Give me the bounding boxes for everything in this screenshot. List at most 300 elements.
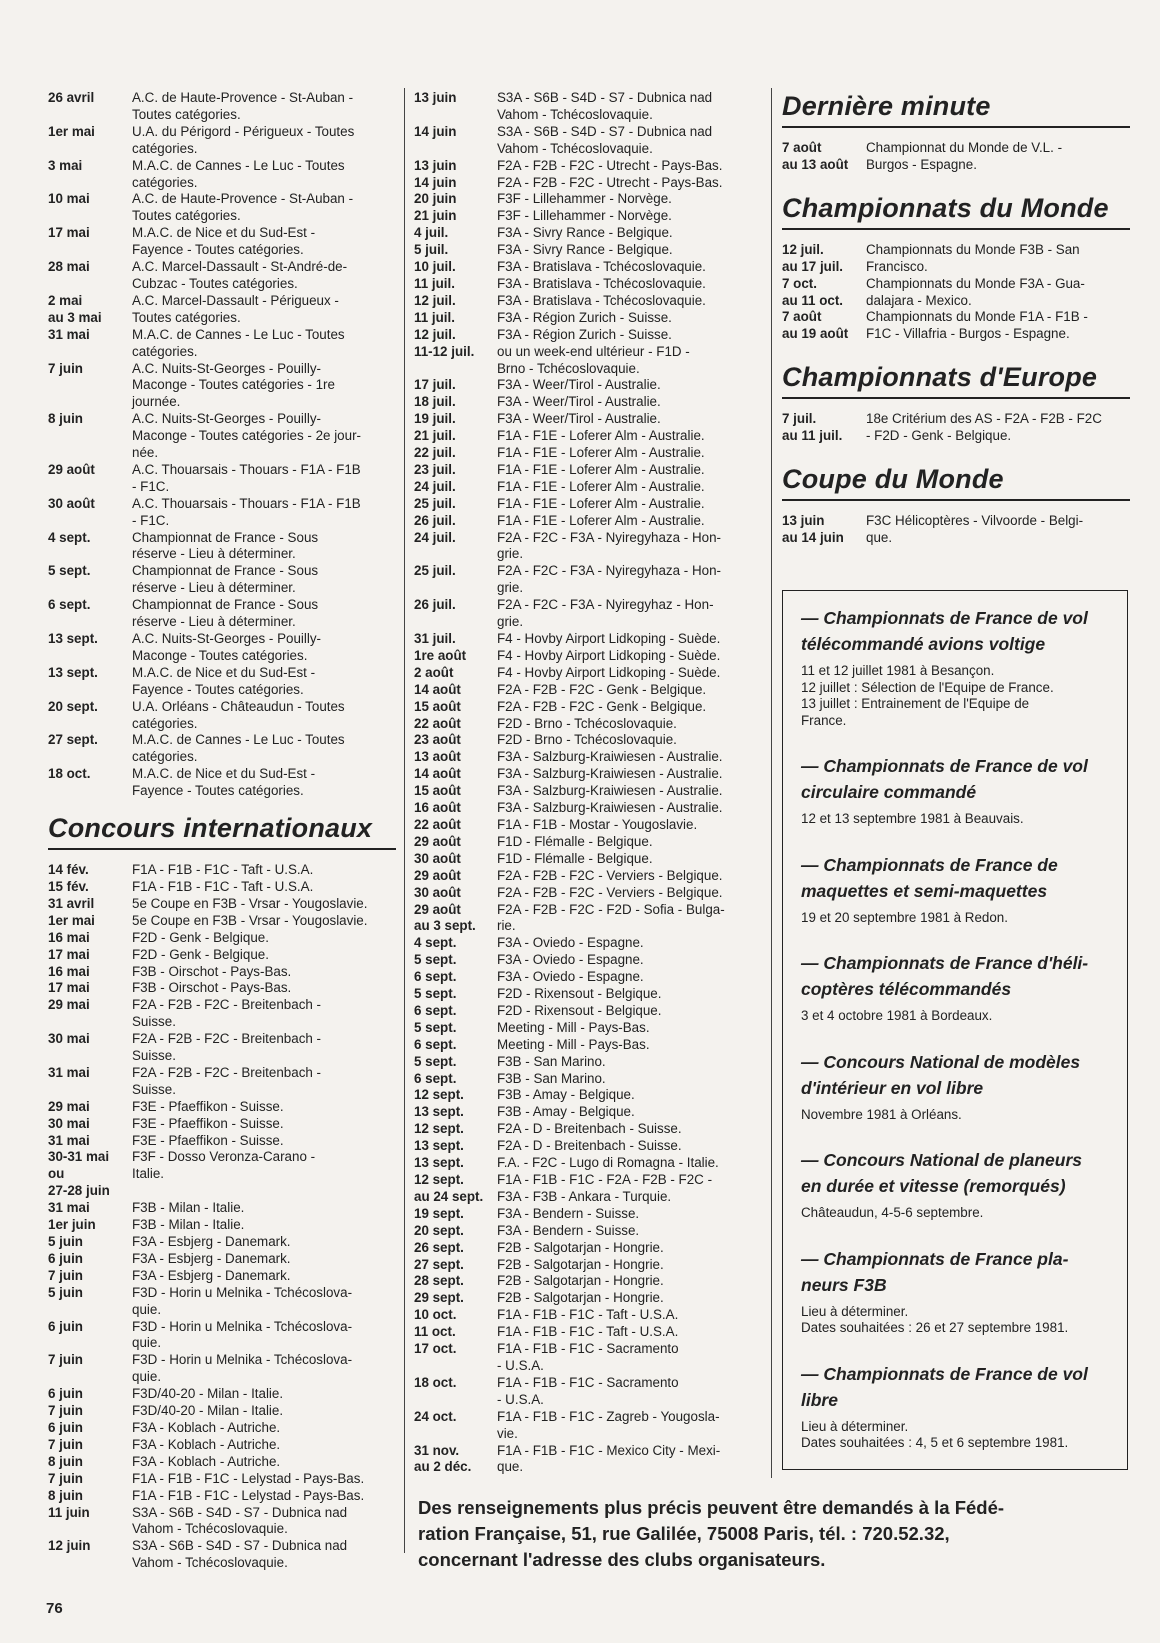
list-item xyxy=(48,361,396,412)
list-item xyxy=(48,1505,396,1539)
entry-date: 31 mai xyxy=(48,1200,90,1216)
entry-text: F3B - Milan - Italie. xyxy=(132,1200,245,1216)
entry-date: 30 août xyxy=(414,884,461,900)
list-item xyxy=(48,1319,396,1353)
list-item xyxy=(48,225,396,259)
list-item xyxy=(48,947,396,964)
entry-text: Championnat du Monde de V.L. - Burgos - Espagne. xyxy=(866,140,1063,172)
entry-text: F3A - Région Zurich - Suisse. xyxy=(497,309,672,325)
list-item xyxy=(48,1133,396,1150)
list-item xyxy=(414,1054,760,1071)
entry-date: 15 août xyxy=(414,783,461,799)
entry-text: F3B - Oirschot - Pays-Bas. xyxy=(132,963,292,979)
entry-date: 27 sept. xyxy=(48,732,98,748)
entry-date: 30 mai xyxy=(48,1031,90,1047)
section-coupe-monde xyxy=(782,463,1130,547)
entry-text: Meeting - Mill - Pays-Bas. xyxy=(497,1036,650,1052)
list-item xyxy=(48,665,396,699)
entry-date: 13 août xyxy=(414,749,461,765)
list-item xyxy=(48,732,396,766)
entry-date: 29 août xyxy=(414,833,461,849)
list-item xyxy=(414,394,760,411)
list-item xyxy=(414,496,760,513)
championship-item xyxy=(801,852,1109,927)
entry-text: F1A - F1E - Loferer Alm - Australie. xyxy=(497,512,705,528)
list-item xyxy=(414,530,760,564)
entry-text: F2B - Salgotarjan - Hongrie. xyxy=(497,1256,664,1272)
column-left xyxy=(48,90,396,1572)
entry-date: 10 juil. xyxy=(414,259,456,275)
entry-date: 12 juil. au 17 juil. xyxy=(782,241,844,274)
entry-date: 2 août xyxy=(414,664,454,680)
entry-date: 16 août xyxy=(414,800,461,816)
entry-text: M.A.C. de Cannes - Le Luc - Toutes catégories. xyxy=(132,732,345,765)
entry-text: F3A - Weer/Tirol - Australie. xyxy=(497,394,661,410)
entry-date: 29 sept. xyxy=(414,1290,464,1306)
list-item xyxy=(414,1257,760,1274)
entry-text: F4 - Hovby Airport Lidkoping - Suède. xyxy=(497,647,721,663)
list-item xyxy=(48,631,396,665)
list-item xyxy=(414,682,760,699)
championnats-europe-list xyxy=(782,411,1130,445)
list-item xyxy=(414,885,760,902)
list-item xyxy=(414,1037,760,1054)
entry-text: F2D - Brno - Tchécoslovaquie. xyxy=(497,715,677,731)
entry-date: 17 juil. xyxy=(414,377,456,393)
entry-date: 27 sept. xyxy=(414,1256,464,1272)
list-item xyxy=(48,1251,396,1268)
entry-text: F3A - Esbjerg - Danemark. xyxy=(132,1250,291,1266)
list-item xyxy=(414,783,760,800)
entry-text: F1A - F1B - Mostar - Yougoslavie. xyxy=(497,816,698,832)
entry-date: 29 août au 3 sept. xyxy=(414,901,476,934)
list-item xyxy=(414,293,760,310)
entry-date: 12 sept. xyxy=(414,1087,464,1103)
list-item xyxy=(414,327,760,344)
entry-date: 8 juin xyxy=(48,1487,83,1503)
entry-text: F3F - Lillehammer - Norvège. xyxy=(497,191,672,207)
list-item xyxy=(48,411,396,462)
entry-date: 8 juin xyxy=(48,411,83,427)
entry-text: M.A.C. de Cannes - Le Luc - Toutes catégories. xyxy=(132,157,345,190)
entry-date: 26 juil. xyxy=(414,512,456,528)
entry-date: 15 fév. xyxy=(48,878,89,894)
entry-text: F2B - Salgotarjan - Hongrie. xyxy=(497,1273,664,1289)
entry-text: F1A - F1E - Loferer Alm - Australie. xyxy=(497,478,705,494)
entry-text: F3B - Milan - Italie. xyxy=(132,1217,245,1233)
championship-heading: — Championnats de France de vol circulaire commandé xyxy=(801,756,1088,802)
entry-date: 6 sept. xyxy=(414,1036,457,1052)
column-middle xyxy=(414,90,760,1476)
championship-heading: — Championnats de France d'héli- coptères télécommandés xyxy=(801,953,1089,999)
list-item xyxy=(414,902,760,936)
list-item xyxy=(48,1217,396,1234)
list-item xyxy=(414,1172,760,1206)
list-item xyxy=(48,1437,396,1454)
list-item xyxy=(414,648,760,665)
championship-item xyxy=(801,605,1109,729)
entry-date: 10 mai xyxy=(48,191,90,207)
list-item xyxy=(48,496,396,530)
entry-text: F1A - F1E - Loferer Alm - Australie. xyxy=(497,461,705,477)
entry-date: 8 juin xyxy=(48,1453,83,1469)
entry-text: F1A - F1E - Loferer Alm - Australie. xyxy=(497,495,705,511)
list-item xyxy=(414,563,760,597)
entry-text: F3A - Oviedo - Espagne. xyxy=(497,952,644,968)
list-item xyxy=(48,1099,396,1116)
list-item xyxy=(48,1285,396,1319)
entry-date: 23 août xyxy=(414,732,461,748)
entry-text: F3A - Weer/Tirol - Australie. xyxy=(497,377,661,393)
entry-date: 6 sept. xyxy=(48,597,91,613)
entry-date: 31 mai xyxy=(48,326,90,342)
entry-date: 7 juin xyxy=(48,360,83,376)
entry-date: 7 juin xyxy=(48,1267,83,1283)
entry-text: F2A - F2B - F2C - Breitenbach - Suisse. xyxy=(132,997,322,1030)
list-item xyxy=(414,259,760,276)
entry-date: 26 sept. xyxy=(414,1239,464,1255)
entry-date: 1er mai xyxy=(48,123,95,139)
list-item xyxy=(48,930,396,947)
entry-date: 14 août xyxy=(414,681,461,697)
entry-text: F3A - Région Zurich - Suisse. xyxy=(497,326,672,342)
entry-date: 5 juil. xyxy=(414,242,449,258)
list-item xyxy=(414,191,760,208)
entry-text: 18e Critérium des AS - F2A - F2B - F2C - F2D - Genk - Belgique. xyxy=(866,411,1102,444)
list-item xyxy=(414,749,760,766)
entry-date: 26 juil. xyxy=(414,597,456,613)
entry-text: F2A - F2B - F2C - Genk - Belgique. xyxy=(497,698,707,714)
championship-heading: — Championnats de France pla- neurs F3B xyxy=(801,1248,1069,1295)
list-item xyxy=(414,1206,760,1223)
entry-text: F3D - Horin u Melnika - Tchécoslova- quie. xyxy=(132,1318,353,1351)
list-item xyxy=(48,766,396,800)
entry-text: F3A - Salzburg-Kraiwiesen - Australie. xyxy=(497,749,723,765)
entry-date: 14 août xyxy=(414,766,461,782)
list-item xyxy=(48,597,396,631)
list-item xyxy=(414,1155,760,1172)
list-item xyxy=(48,1116,396,1133)
entry-date: 17 mai xyxy=(48,225,90,241)
section-championnats-monde xyxy=(782,192,1130,343)
entry-date: 4 juil. xyxy=(414,225,449,241)
list-item xyxy=(414,935,760,952)
entry-text: F3B - San Marino. xyxy=(497,1070,606,1086)
entry-text: F3F - Lillehammer - Norvège. xyxy=(497,208,672,224)
list-item xyxy=(782,140,1130,174)
list-item xyxy=(782,513,1130,547)
entry-date: 18 oct. xyxy=(414,1374,457,1390)
list-item xyxy=(414,445,760,462)
entry-text: F4 - Hovby Airport Lidkoping - Suède. xyxy=(497,664,721,680)
derniere-minute-list xyxy=(782,140,1130,174)
list-item xyxy=(414,513,760,530)
championship-heading: — Championnats de France de vol libre xyxy=(801,1363,1088,1410)
page-number: 76 xyxy=(46,1600,63,1617)
entry-text: S3A - S6B - S4D - S7 - Dubnica nad Vahom - Tchécoslovaquie. xyxy=(132,1538,348,1571)
entry-date: 15 août xyxy=(414,698,461,714)
entry-date: 17 oct. xyxy=(414,1341,457,1357)
entry-text: F1A - F1B - F1C - F2A - F2B - F2C - F3A - F3B - Ankara - Turquie. xyxy=(497,1172,713,1204)
entry-date: 1er mai xyxy=(48,912,95,928)
entry-date: 29 août xyxy=(414,867,461,883)
list-item xyxy=(414,377,760,394)
list-item xyxy=(414,868,760,885)
list-item xyxy=(414,1138,760,1155)
entry-text: F3A - Esbjerg - Danemark. xyxy=(132,1267,291,1283)
entry-text: F2A - F2B - F2C - Breitenbach - Suisse. xyxy=(132,1064,322,1097)
section-title-championnats-monde: Championnats du Monde xyxy=(782,192,1130,230)
entry-date: 10 oct. xyxy=(414,1307,457,1323)
column-divider-left xyxy=(404,88,405,1553)
entry-text: F1A - F1E - Loferer Alm - Australie. xyxy=(497,445,705,461)
entry-date: 22 août xyxy=(414,715,461,731)
entry-date: 22 juil. xyxy=(414,445,456,461)
entry-date: 7 août au 13 août xyxy=(782,140,849,172)
entry-text: F2A - F2B - F2C - F2D - Sofia - Bulga- rie. xyxy=(497,901,725,934)
entry-text: F3E - Pfaeffikon - Suisse. xyxy=(132,1098,284,1114)
entry-date: 16 mai xyxy=(48,963,90,979)
entry-text: F3D - Horin u Melnika - Tchécoslova- quie. xyxy=(132,1352,353,1385)
entry-text: F2D - Genk - Belgique. xyxy=(132,929,269,945)
list-item xyxy=(48,699,396,733)
entry-text: F2A - D - Breitenbach - Suisse. xyxy=(497,1138,682,1154)
entry-text: F2A - D - Breitenbach - Suisse. xyxy=(497,1121,682,1137)
list-item xyxy=(414,225,760,242)
entry-text: A.C. Nuits-St-Georges - Pouilly- Maconge - Toutes catégories - 1re journée. xyxy=(132,360,335,410)
entry-date: 7 juin xyxy=(48,1470,83,1486)
entry-date: 12 juil. xyxy=(414,292,456,308)
entry-text: Championnat de France - Sous réserve - Lieu à déterminer. xyxy=(132,529,319,562)
entry-text: F3A - Oviedo - Espagne. xyxy=(497,969,644,985)
entry-date: 12 sept. xyxy=(414,1121,464,1137)
list-item xyxy=(414,1104,760,1121)
entry-date: 12 sept. au 24 sept. xyxy=(414,1172,484,1204)
championship-heading: — Championnats de France de maquettes et semi-maquettes xyxy=(801,854,1058,901)
entry-date: 21 juin xyxy=(414,208,457,224)
entry-date: 5 sept. xyxy=(414,986,457,1002)
entry-date: 13 sept. xyxy=(414,1104,464,1120)
entry-date: 13 sept. xyxy=(414,1138,464,1154)
list-item xyxy=(48,896,396,913)
list-item xyxy=(48,1200,396,1217)
list-item xyxy=(48,259,396,293)
list-item xyxy=(414,90,760,124)
entry-date: 7 oct. au 11 oct. xyxy=(782,275,844,308)
entry-text: A.C. de Haute-Provence - St-Auban - Toutes catégories. xyxy=(132,191,354,224)
entry-date: 11 juil. xyxy=(414,275,455,291)
french-championships-box xyxy=(782,590,1128,1470)
entry-text: F1A - F1B - F1C - Taft - U.S.A. xyxy=(132,878,314,894)
entry-text: F3B - Amay - Belgique. xyxy=(497,1087,635,1103)
entry-date: 13 sept. xyxy=(48,664,98,680)
entry-date: 7 juin xyxy=(48,1352,83,1368)
entry-text: F1A - F1B - F1C - Taft - U.S.A. xyxy=(497,1307,679,1323)
entry-date: 5 sept. xyxy=(414,952,457,968)
entry-date: 31 nov. au 2 déc. xyxy=(414,1442,472,1475)
national-contests-list xyxy=(48,90,396,800)
entry-text: F3D/40-20 - Milan - Italie. xyxy=(132,1403,284,1419)
entry-date: 7 juil. au 11 juil. xyxy=(782,411,843,444)
section-title-international: Concours internationaux xyxy=(48,812,396,850)
entry-date: 28 sept. xyxy=(414,1273,464,1289)
entry-text: F2A - F2C - F3A - Nyiregyhaza - Hon- grie. xyxy=(497,563,721,596)
entry-date: 25 juil. xyxy=(414,495,456,511)
entry-date: 7 juin xyxy=(48,1403,83,1419)
list-item xyxy=(48,1403,396,1420)
entry-date: 6 sept. xyxy=(414,1002,457,1018)
list-item xyxy=(414,1223,760,1240)
entry-date: 6 sept. xyxy=(414,969,457,985)
list-item xyxy=(48,1149,396,1200)
entry-text: F2A - F2C - F3A - Nyiregyhaza - Hon- grie. xyxy=(497,529,721,562)
entry-date: 29 août xyxy=(48,461,95,477)
entry-text: F1A - F1B - F1C - Sacramento - U.S.A. xyxy=(497,1341,679,1373)
list-item xyxy=(48,158,396,192)
list-item xyxy=(48,1234,396,1251)
entry-text: F1A - F1E - Loferer Alm - Australie. xyxy=(497,428,705,444)
list-item xyxy=(48,327,396,361)
entry-text: F1D - Flémalle - Belgique. xyxy=(497,833,653,849)
entry-text: A.C. Nuits-St-Georges - Pouilly- Maconge - Toutes catégories - 2e jour- née. xyxy=(132,411,361,461)
entry-text: U.A. du Périgord - Périgueux - Toutes catégories. xyxy=(132,123,355,156)
entry-date: 7 août au 19 août xyxy=(782,309,849,342)
entry-date: 5 sept. xyxy=(414,1053,457,1069)
entry-date: 20 sept. xyxy=(48,698,98,714)
entry-text: A.C. Nuits-St-Georges - Pouilly- Maconge - Toutes catégories. xyxy=(132,631,322,663)
entry-text: F2D - Brno - Tchécoslovaquie. xyxy=(497,732,677,748)
entry-date: 18 juil. xyxy=(414,394,456,410)
list-item xyxy=(414,1240,760,1257)
championship-details: Lieu à déterminer. Dates souhaitées : 4, 5 et 6 septembre 1981. xyxy=(801,1418,1069,1450)
championship-details: 12 et 13 septembre 1981 à Beauvais. xyxy=(801,811,1024,826)
entry-date: 16 mai xyxy=(48,929,90,945)
section-title-championnats-europe: Championnats d'Europe xyxy=(782,361,1130,399)
championship-details: 11 et 12 juillet 1981 à Besançon. 12 juillet : Sélection de l'Equipe de France. 13 juillet : Entrainement de l'Equipe de France. xyxy=(801,663,1054,728)
entry-date: 1er juin xyxy=(48,1217,96,1233)
entry-text: F3D - Horin u Melnika - Tchécoslova- quie. xyxy=(132,1284,353,1317)
championship-details: Lieu à déterminer. Dates souhaitées : 26 et 27 septembre 1981. xyxy=(801,1303,1069,1335)
entry-text: S3A - S6B - S4D - S7 - Dubnica nad Vahom - Tchécoslovaquie. xyxy=(497,123,713,156)
list-item xyxy=(48,1031,396,1065)
list-item xyxy=(414,1290,760,1307)
entry-date: 24 juil. xyxy=(414,529,456,545)
footer-note: Des renseignements plus précis peuvent être demandés à la Fédé- ration Française, 51, rue Galilée, 75008 Paris, tél. : 720.52.32, concernant l'adresse des clubs organisateurs. xyxy=(418,1497,1005,1570)
entry-text: Championnats du Monde F3B - San Francisco. xyxy=(866,241,1080,274)
entry-text: F3A - Bratislava - Tchécoslovaquie. xyxy=(497,259,706,275)
entry-text: M.A.C. de Cannes - Le Luc - Toutes catégories. xyxy=(132,326,345,359)
entry-text: F1A - F1B - F1C - Lelystad - Pays-Bas. xyxy=(132,1487,365,1503)
entry-date: 14 juin xyxy=(414,123,457,139)
entry-date: 13 juin xyxy=(414,157,457,173)
list-item xyxy=(48,1268,396,1285)
list-item xyxy=(48,1386,396,1403)
entry-text: Championnat de France - Sous réserve - Lieu à déterminer. xyxy=(132,597,319,630)
entry-date: 6 juin xyxy=(48,1318,83,1334)
list-item xyxy=(48,530,396,564)
entry-text: F1D - Flémalle - Belgique. xyxy=(497,850,653,866)
entry-text: F3A - Esbjerg - Danemark. xyxy=(132,1234,291,1249)
entry-text: F3A - Weer/Tirol - Australie. xyxy=(497,411,661,427)
entry-date: 4 sept. xyxy=(414,935,457,951)
entry-text: 5e Coupe en F3B - Vrsar - Yougoslavie. xyxy=(132,912,368,928)
championnats-monde-list xyxy=(782,242,1130,343)
list-item xyxy=(414,699,760,716)
entry-date: 20 juin xyxy=(414,191,457,207)
entry-text: A.C. Thouarsais - Thouars - F1A - F1B - F1C. xyxy=(132,461,361,494)
entry-text: F1A - F1B - F1C - Lelystad - Pays-Bas. xyxy=(132,1470,365,1486)
list-item xyxy=(782,242,1130,276)
entry-text: Championnats du Monde F3A - Gua- dalajara - Mexico. xyxy=(866,275,1085,308)
list-item xyxy=(414,310,760,327)
entry-text: F4 - Hovby Airport Lidkoping - Suède. xyxy=(497,631,721,646)
list-item xyxy=(414,1443,760,1477)
entry-text: Championnat de France - Sous réserve - Lieu à déterminer. xyxy=(132,563,319,596)
list-item xyxy=(414,1087,760,1104)
section-championnats-europe xyxy=(782,361,1130,445)
entry-text: F3B - San Marino. xyxy=(497,1053,606,1069)
entry-date: 31 mai xyxy=(48,1064,90,1080)
list-item xyxy=(414,716,760,733)
entry-text: A.C. Thouarsais - Thouars - F1A - F1B - F1C. xyxy=(132,495,361,528)
championship-item xyxy=(801,950,1109,1025)
entry-date: 21 juil. xyxy=(414,428,456,444)
entry-text: F1A - F1B - F1C - Taft - U.S.A. xyxy=(497,1324,679,1340)
list-item xyxy=(414,1003,760,1020)
championship-item xyxy=(801,1147,1109,1222)
list-item xyxy=(414,952,760,969)
entry-text: F3A - Koblach - Autriche. xyxy=(132,1453,281,1469)
entry-text: F3A - Bendern - Suisse. xyxy=(497,1222,640,1238)
entry-text: F2A - F2B - F2C - Verviers - Belgique. xyxy=(497,884,723,900)
entry-text: F3F - Dosso Veronza-Carano - Italie. xyxy=(132,1149,316,1182)
list-item xyxy=(48,1471,396,1488)
entry-text: F1A - F1B - F1C - Taft - U.S.A. xyxy=(132,862,314,878)
entry-text: F3A - Koblach - Autriche. xyxy=(132,1436,281,1452)
entry-date: 6 juin xyxy=(48,1386,83,1402)
entry-date: 17 mai xyxy=(48,946,90,962)
entry-date: 4 sept. xyxy=(48,529,91,545)
list-item xyxy=(414,732,760,749)
entry-text: Meeting - Mill - Pays-Bas. xyxy=(497,1019,650,1035)
entry-date: 3 mai xyxy=(48,157,83,173)
entry-date: 24 oct. xyxy=(414,1408,457,1424)
entry-date: 30 mai xyxy=(48,1115,90,1131)
list-item xyxy=(48,1488,396,1505)
list-item xyxy=(414,208,760,225)
entry-text: F3A - Bratislava - Tchécoslovaquie. xyxy=(497,275,706,291)
entry-date: 6 juin xyxy=(48,1419,83,1435)
list-item xyxy=(414,969,760,986)
list-item xyxy=(48,1352,396,1386)
section-derniere-minute xyxy=(782,90,1130,174)
entry-text: A.C. Marcel-Dassault - St-André-de- Cubzac - Toutes catégories. xyxy=(132,259,348,291)
entry-text: F3A - Koblach - Autriche. xyxy=(132,1419,281,1435)
entry-date: 5 sept. xyxy=(48,563,91,579)
list-item xyxy=(48,1420,396,1437)
entry-date: 18 oct. xyxy=(48,766,91,782)
championship-heading: — Concours National de modèles d'intérieur en vol libre xyxy=(801,1051,1081,1098)
championship-item xyxy=(801,1049,1109,1124)
entry-date: 31 juil. xyxy=(414,631,456,646)
list-item xyxy=(414,344,760,378)
entry-date: 30 août xyxy=(48,495,95,511)
list-item xyxy=(414,1071,760,1088)
entry-text: F2A - F2B - F2C - Breitenbach - Suisse. xyxy=(132,1031,322,1064)
list-item xyxy=(414,1324,760,1341)
entry-text: F2A - F2B - F2C - Genk - Belgique. xyxy=(497,681,707,697)
entry-date: 29 mai xyxy=(48,997,90,1013)
